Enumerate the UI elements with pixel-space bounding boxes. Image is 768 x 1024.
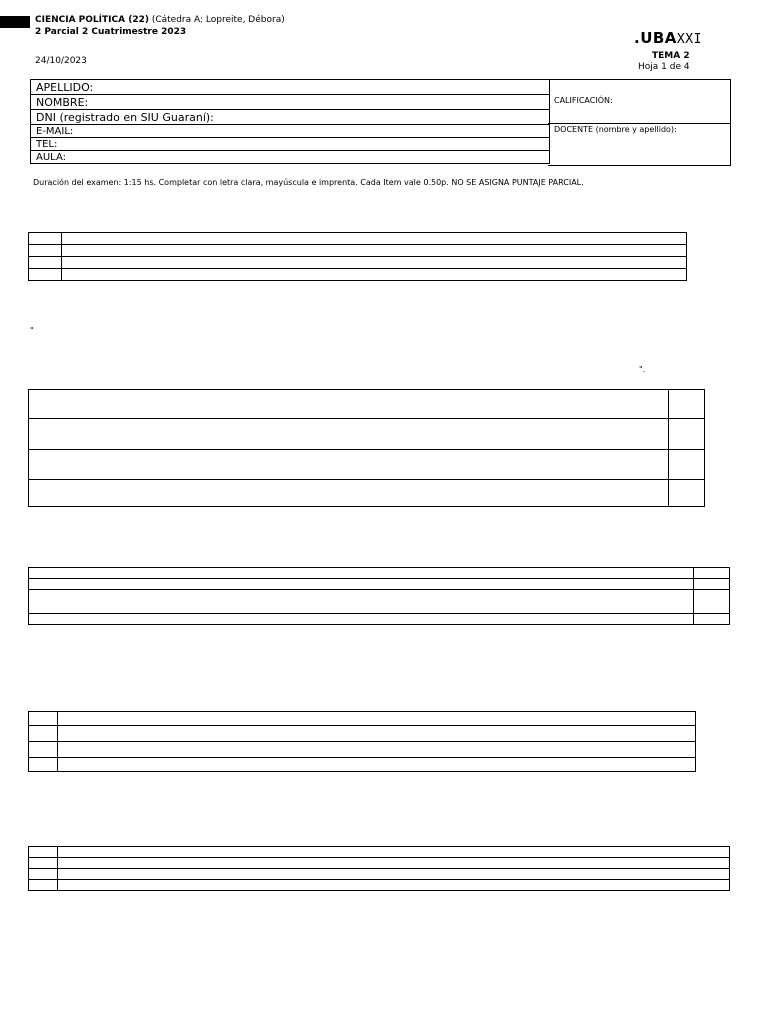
table-row: [29, 450, 705, 480]
statement-cell: [29, 450, 669, 480]
dni-field[interactable]: DNI (registrado en SIU Guaraní):: [31, 110, 549, 125]
answer-cell[interactable]: [58, 712, 696, 726]
answer-cell[interactable]: [58, 869, 730, 880]
exam-date: 24/10/2023: [35, 56, 87, 66]
table-row: [29, 233, 687, 245]
item-number-cell: [29, 869, 58, 880]
answer-cell[interactable]: [58, 880, 730, 891]
answer-cell[interactable]: [58, 742, 696, 758]
statement-cell: [29, 568, 694, 579]
table-row: [29, 758, 696, 772]
item-number-cell: [29, 880, 58, 891]
answer-cell[interactable]: [694, 614, 730, 625]
statement-cell: [29, 590, 694, 614]
tel-field[interactable]: TEL:: [31, 138, 549, 151]
black-marker-bar: [0, 16, 30, 28]
docente-box[interactable]: [548, 124, 731, 166]
table-row: [29, 742, 696, 758]
table-row: [29, 880, 730, 891]
tema-label: TEMA 2: [652, 51, 690, 61]
calificacion-box[interactable]: [548, 79, 731, 124]
answer-cell[interactable]: [669, 390, 705, 419]
answer-cell[interactable]: [58, 726, 696, 742]
statement-cell: [29, 390, 669, 419]
answer-cell[interactable]: [694, 579, 730, 590]
table-row: [29, 858, 730, 869]
email-field[interactable]: E-MAIL:: [31, 125, 549, 138]
table-row: [29, 245, 687, 257]
statement-cell: [29, 614, 694, 625]
statement-cell: [29, 579, 694, 590]
statement-cell: [29, 419, 669, 450]
item-number-cell: [29, 758, 58, 772]
answer-cell[interactable]: [58, 847, 730, 858]
item-number-cell: [29, 847, 58, 858]
answer-cell[interactable]: [669, 450, 705, 480]
answer-cell[interactable]: [58, 758, 696, 772]
uba-xxi-logo: [634, 29, 702, 47]
answer-cell[interactable]: [62, 269, 687, 281]
table-row: [29, 568, 730, 579]
item-number-cell: [29, 245, 62, 257]
page-counter: Hoja 1 de 4: [638, 62, 690, 72]
answer-table-1: [28, 232, 687, 281]
item-number-cell: [29, 269, 62, 281]
aula-field[interactable]: AULA:: [31, 151, 549, 164]
exam-name: 2 Parcial 2 Cuatrimestre 2023: [35, 27, 187, 37]
table-row: [29, 269, 687, 281]
table-row: [29, 590, 730, 614]
answer-cell[interactable]: [58, 858, 730, 869]
table-row: [29, 480, 705, 507]
answer-table-5: [28, 846, 730, 891]
item-number-cell: [29, 712, 58, 726]
course-name: CIENCIA POLÍTICA (22): [35, 15, 149, 25]
table-row: [29, 390, 705, 419]
answer-cell[interactable]: [62, 233, 687, 245]
answer-table-4: [28, 711, 696, 772]
table-row: [29, 614, 730, 625]
item-number-cell: [29, 233, 62, 245]
table-row: [29, 257, 687, 269]
nombre-field[interactable]: NOMBRE:: [31, 95, 549, 110]
table-row: [29, 869, 730, 880]
answer-cell[interactable]: [694, 568, 730, 579]
table-row: [29, 847, 730, 858]
item-number-cell: [29, 742, 58, 758]
opening-quote: ": [30, 326, 34, 335]
course-title: [35, 14, 285, 26]
apellido-field[interactable]: APELLIDO:: [31, 80, 549, 95]
table-row: [29, 419, 705, 450]
calificacion-label: CALIFICACIÓN:: [554, 96, 613, 105]
course-chair: (Cátedra A: Lopreite, Débora): [151, 15, 285, 25]
table-row: [29, 726, 696, 742]
statement-cell: [29, 480, 669, 507]
answer-cell[interactable]: [62, 257, 687, 269]
item-number-cell: [29, 726, 58, 742]
answer-cell[interactable]: [694, 590, 730, 614]
answer-table-3: [28, 567, 730, 625]
student-info-box: [30, 79, 550, 164]
logo-suffix: XXI: [676, 32, 702, 47]
exam-instructions: Duración del examen: 1:15 hs. Completar con letra clara, mayúscula e imprenta. Cada Item vale 0.50p. NO SE ASIGNA PUNTAJE PARCIAL.: [33, 178, 584, 187]
item-number-cell: [29, 858, 58, 869]
answer-cell[interactable]: [669, 480, 705, 507]
answer-cell[interactable]: [62, 245, 687, 257]
closing-quote: ".: [639, 365, 646, 374]
docente-label: DOCENTE (nombre y apellido):: [554, 125, 677, 134]
answer-table-2: [28, 389, 705, 507]
table-row: [29, 579, 730, 590]
table-row: [29, 712, 696, 726]
logo-main: .UBA: [634, 29, 677, 47]
item-number-cell: [29, 257, 62, 269]
answer-cell[interactable]: [669, 419, 705, 450]
